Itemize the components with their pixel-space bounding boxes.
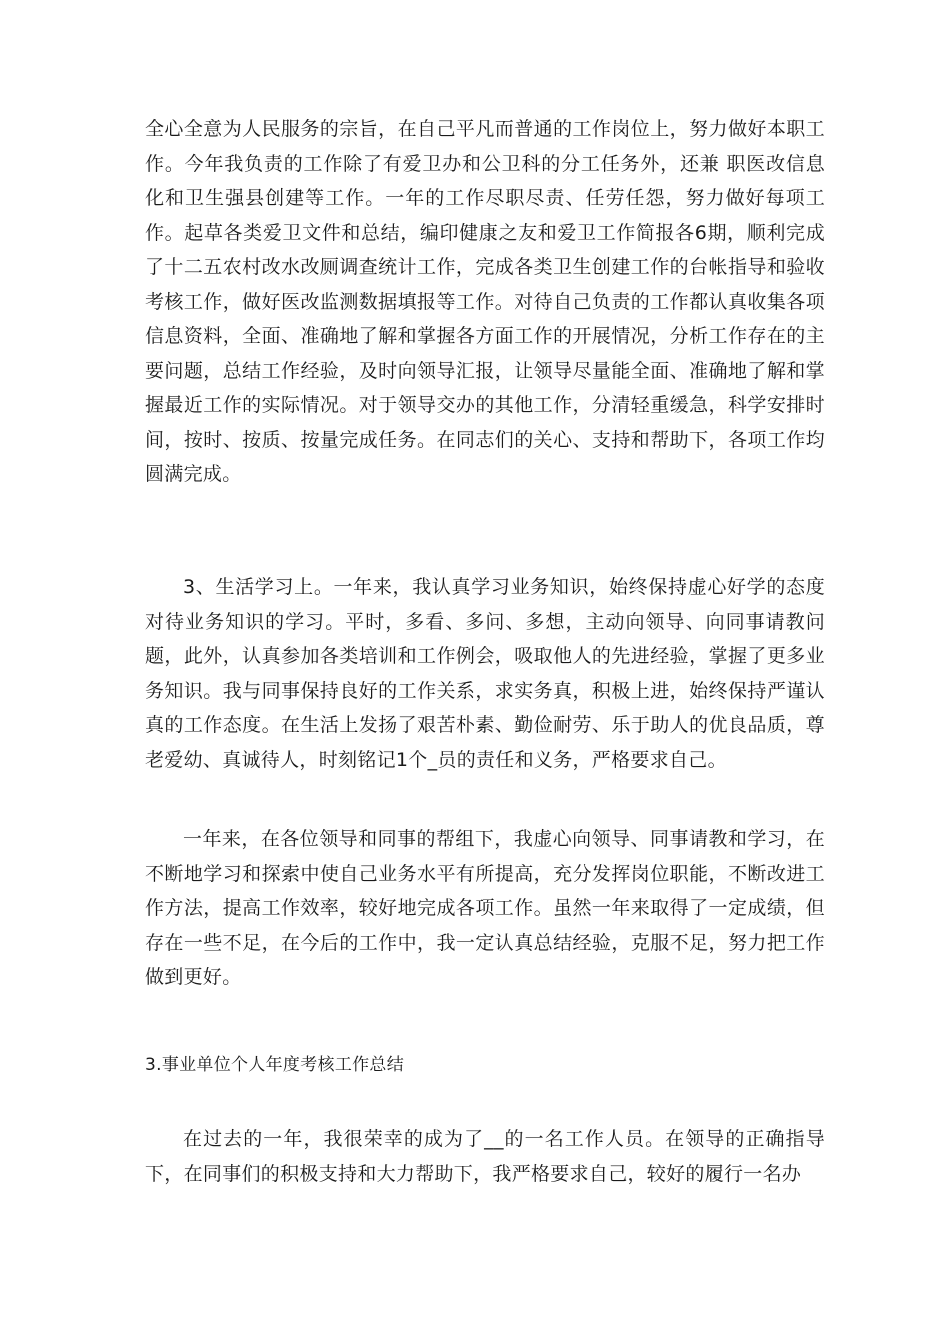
paragraph-work-duties: 全心全意为人民服务的宗旨，在自己平凡而普通的工作岗位上，努力做好本职工作。今年我负责的工作除了有爱卫办和公卫科的分工任务外，还兼 职医改信息化和卫生强县创建等工作。一年的工作尽职尽责、任劳任怨，努力做好每项工作。起草各类爱卫文件和总结，编印健康之友和爱卫工作简报各6期，顺利完成了十二五农村改水改厕调查统计工作，完成各类卫生创建工作的台帐指导和验收考核工作，做好医改监测数据填报等工作。对待自己负责的工作都认真收集各项信息资料，全面、准确地了解和掌握各方面工作的开展情况，分析工作存在的主要问题，总结工作经验，及时向领导汇报，让领导尽量能全面、准确地了解和掌握最近工作的实际情况。对于领导交办的其他工作，分清轻重缓急，科学安排时间，按时、按质、按量完成任务。在同志们的关心、支持和帮助下，各项工作均圆满完成。: [145, 118, 825, 485]
paragraph-annual-review-intro: 在过去的一年，我很荣幸的成为了__的一名工作人员。在领导的正确指导下，在同事们的积极支持和大力帮助下，我严格要求自己，较好的履行一名办: [145, 1128, 825, 1185]
paragraph-life-study: 3、生活学习上。一年来，我认真学习业务知识，始终保持虚心好学的态度对待业务知识的学习。平时，多看、多问、多想，主动向领导、向同事请教问题，此外，认真参加各类培训和工作例会，吸取他人的先进经验，掌握了更多业务知识。我与同事保持良好的工作关系，求实务真，积极上进，始终保持严谨认真的工作态度。在生活上发扬了艰苦朴素、勤俭耐劳、乐于助人的优良品质，尊老爱幼、真诚待人，时刻铭记1个_员的责任和义务，严格要求自己。: [145, 576, 825, 771]
section-heading: 3.事业单位个人年度考核工作总结: [145, 1055, 405, 1075]
paragraph-year-summary: 一年来，在各位领导和同事的帮组下，我虚心向领导、同事请教和学习，在不断地学习和探索中使自己业务水平有所提高，充分发挥岗位职能，不断改进工作方法，提高工作效率，较好地完成各项工作。虽然一年来取得了一定成绩，但存在一些不足，在今后的工作中，我一定认真总结经验，克服不足，努力把工作做到更好。: [145, 828, 825, 988]
